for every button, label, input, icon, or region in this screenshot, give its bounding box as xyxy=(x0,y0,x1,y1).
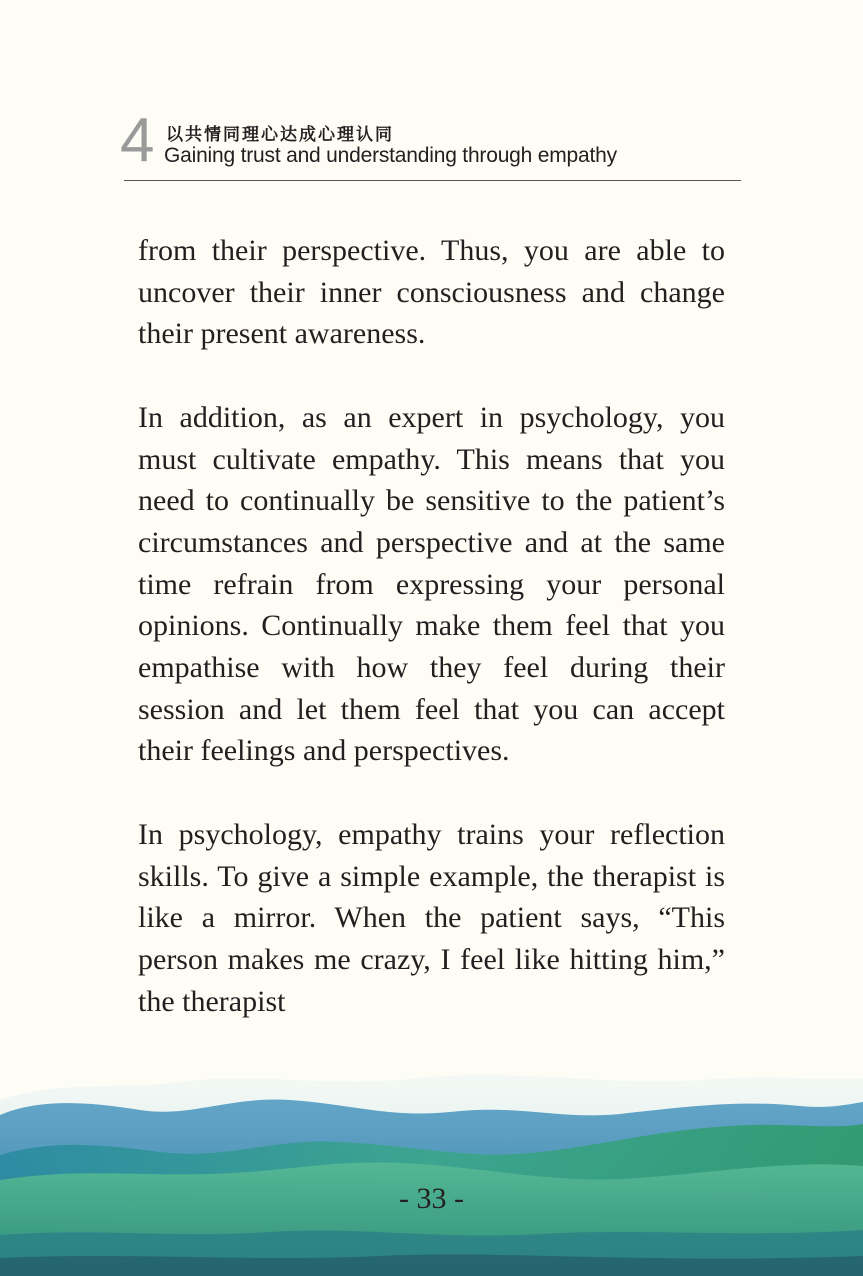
chapter-number: 4 xyxy=(120,106,155,175)
page-number: - 33 - xyxy=(399,1182,464,1215)
watercolor-landscape-illustration xyxy=(0,1060,863,1276)
chapter-title-english: Gaining trust and understanding through empathy xyxy=(164,144,617,167)
paragraph: In addition, as an expert in psychology, you must cultivate empathy. This means that you need to continually be sensitive to the patient’s circumstances and perspective and at the same time refrain from expressing your personal opinions. Continually make them feel that you empathise with how they feel during their session and let them feel that you can accept their feelings and perspectives. xyxy=(138,400,725,768)
chapter-header xyxy=(120,106,741,181)
paragraph: In psychology, empathy trains your reflection skills. To give a simple example, the therapist is like a mirror. When the patient says, “This person makes me crazy, I feel like hitting him,” the therapist xyxy=(138,817,725,1018)
body-text xyxy=(138,230,725,1064)
chapter-title-chinese: 以共情同理心达成心理认同 xyxy=(166,125,394,145)
paragraph: from their perspective. Thus, you are able to uncover their inner consciousness and change their present awareness. xyxy=(138,234,725,351)
